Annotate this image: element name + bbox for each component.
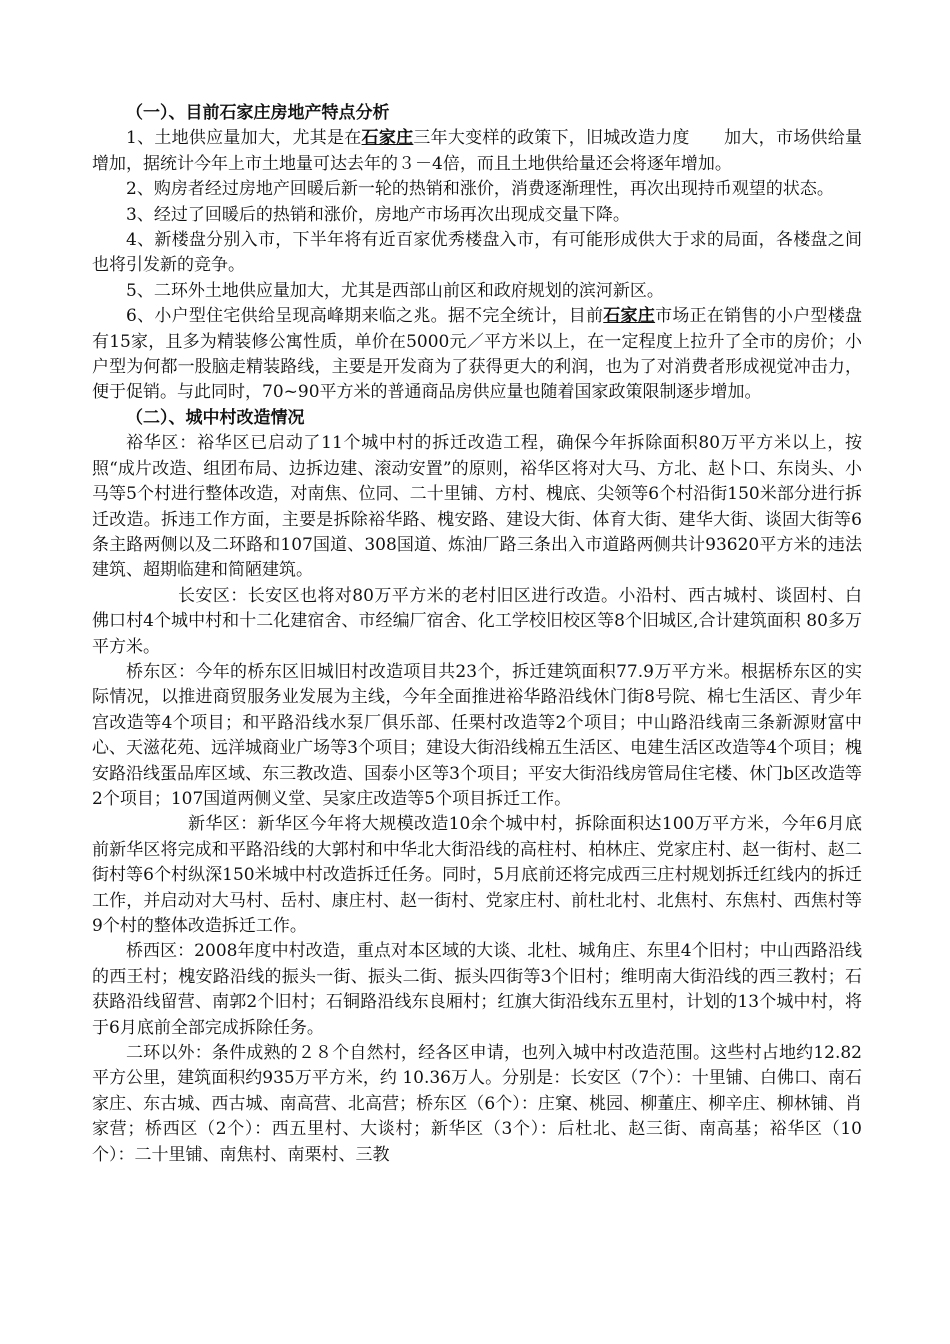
paragraph-1-text-b: 三年大变样的政策下，旧城改造力度 加大，市场供给量增加，据统计今年上市土地量可达去年的３－4倍，而且土地供给量还会将逐年增加。 <box>92 128 863 174</box>
paragraph-changan: 长安区：长安区也将对80万平方米的老村旧区进行改造。小沿村、西古城村、谈固村、白佛口村4个城中村和十二化建宿舍、市经编厂宿舍、化工学校旧校区等8个旧城区,合计建筑面积 80多万平方米。 <box>92 585 862 657</box>
paragraph-erhuan: 二环以外：条件成熟的２８个自然村，经各区申请，也列入城中村改造范围。这些村占地约12.82平方公里，建筑面积约935万平方米，约 10.36万人。分别是：长安区（7个）：十里铺、白佛口、南石家庄、东古城、西古城、南高营、北高营；桥东区（6个）：庄窠、桃园、柳董庄、柳辛庄、柳林铺、肖家营；桥西区（2个）：西五里村、大谈村；新华区（3个）：后杜北、赵三街、南高基；裕华区（10个）：二十里铺、南焦村、南栗村、三教 <box>92 1043 862 1165</box>
section-heading-2: （二）、城中村改造情况 <box>126 407 305 428</box>
paragraph-6-text-a: 6、小户型住宅供给呈现高峰期来临之兆。据不完全统计，目前 <box>126 306 604 327</box>
keyword-link[interactable]: 石家庄 <box>361 128 414 149</box>
paragraph-1-text-a: 1、土地供应量加大，尤其是在 <box>126 128 362 149</box>
paragraph-qiaoxi: 桥西区：2008年度中村改造，重点对本区域的大谈、北杜、城角庄、东里4个旧村；中山西路沿线的西王村；槐安路沿线的振头一街、振头二街、振头四街等3个旧村；维明南大街沿线的西三教村；石获路沿线留营、南郭2个旧村；石铜路沿线东良厢村；红旗大街沿线东五里村，计划的13个城中村，将于6月底前全部完成拆除任务。 <box>92 941 862 1038</box>
paragraph-3: 3、经过了回暖后的热销和涨价，房地产市场再次出现成交量下降。 <box>126 204 630 225</box>
paragraph-1 <box>92 126 862 177</box>
keyword-link[interactable]: 石家庄 <box>603 306 656 327</box>
paragraph-6 <box>92 304 862 406</box>
paragraph-qiaodong: 桥东区：今年的桥东区旧城旧村改造项目共23个，拆迁建筑面积77.9万平方米。根据桥东区的实际情况，以推进商贸服务业发展为主线，今年全面推进裕华路沿线休门街8号院、棉七生活区、青少年宫改造等4个项目；和平路沿线水泵厂俱乐部、任栗村改造等2个项目；中山路沿线南三条新源财富中心、天滋花苑、远洋城商业广场等3个项目；建设大街沿线棉五生活区、电建生活区改造等4个项目；槐安路沿线蛋品库区域、东三教改造、国泰小区等3个项目；平安大街沿线房管局住宅楼、休门b区改造等2个项目；107国道两侧义堂、吴家庄改造等5个项目拆迁工作。 <box>92 661 862 809</box>
section-heading-1: （一）、目前石家庄房地产特点分析 <box>126 103 390 123</box>
document-body <box>92 101 862 1168</box>
paragraph-2: 2、购房者经过房地产回暖后新一轮的热销和涨价，消费逐渐理性，再次出现持币观望的状态。 <box>126 179 834 200</box>
paragraph-5: 5、二环外土地供应量加大，尤其是西部山前区和政府规划的滨河新区。 <box>126 280 664 301</box>
paragraph-yuhua: 裕华区：裕华区已启动了11个城中村的拆迁改造工程，确保今年拆除面积80万平方米以上，按照“成片改造、组团布局、边拆边建、滚动安置”的原则，裕华区将对大马、方北、赵卜口、东岗头、小马等5个村进行整体改造，对南焦、位同、二十里铺、方村、槐底、尖领等6个村沿街150米部分进行拆迁改造。拆违工作方面，主要是拆除裕华路、槐安路、建设大街、体育大街、建华大街、谈固大街等6条主路两侧以及二环路和107国道、308国道、炼油厂路三条出入市道路两侧共计93620平方米的违法建筑、超期临建和简陋建筑。 <box>92 433 862 581</box>
paragraph-xinhua: 新华区：新华区今年将大规模改造10余个城中村，拆除面积达100万平方米，今年6月底前新华区将完成和平路沿线的大郭村和中华北大街沿线的高柱村、柏林庄、党家庄村、赵一街村、赵二街村等6个村纵深150米城中村改造拆迁任务。同时，5月底前还将完成西三庄村规划拆迁红线内的拆迁工作，并启动对大马村、岳村、康庄村、赵一街村、党家庄村、前杜北村、北焦村、东焦村、西焦村等9个村的整体改造拆迁工作。 <box>92 814 862 936</box>
paragraph-4: 4、新楼盘分别入市，下半年将有近百家优秀楼盘入市，有可能形成供大于求的局面，各楼盘之间也将引发新的竞争。 <box>92 230 862 276</box>
paragraph-6-text-b: 市场正在销售的小户型楼盘有15家，且多为精装修公寓性质，单价在5000元／平方米以上，在一定程度上拉升了全市的房价；小户型为何都一股脑走精装路线，主要是开发商为了获得更大的利润，也为了对消费者形成视觉冲击力，便于促销。与此同时，70~90平方米的普通商品房供应量也随着国家政策限制逐步增加。 <box>92 306 863 403</box>
